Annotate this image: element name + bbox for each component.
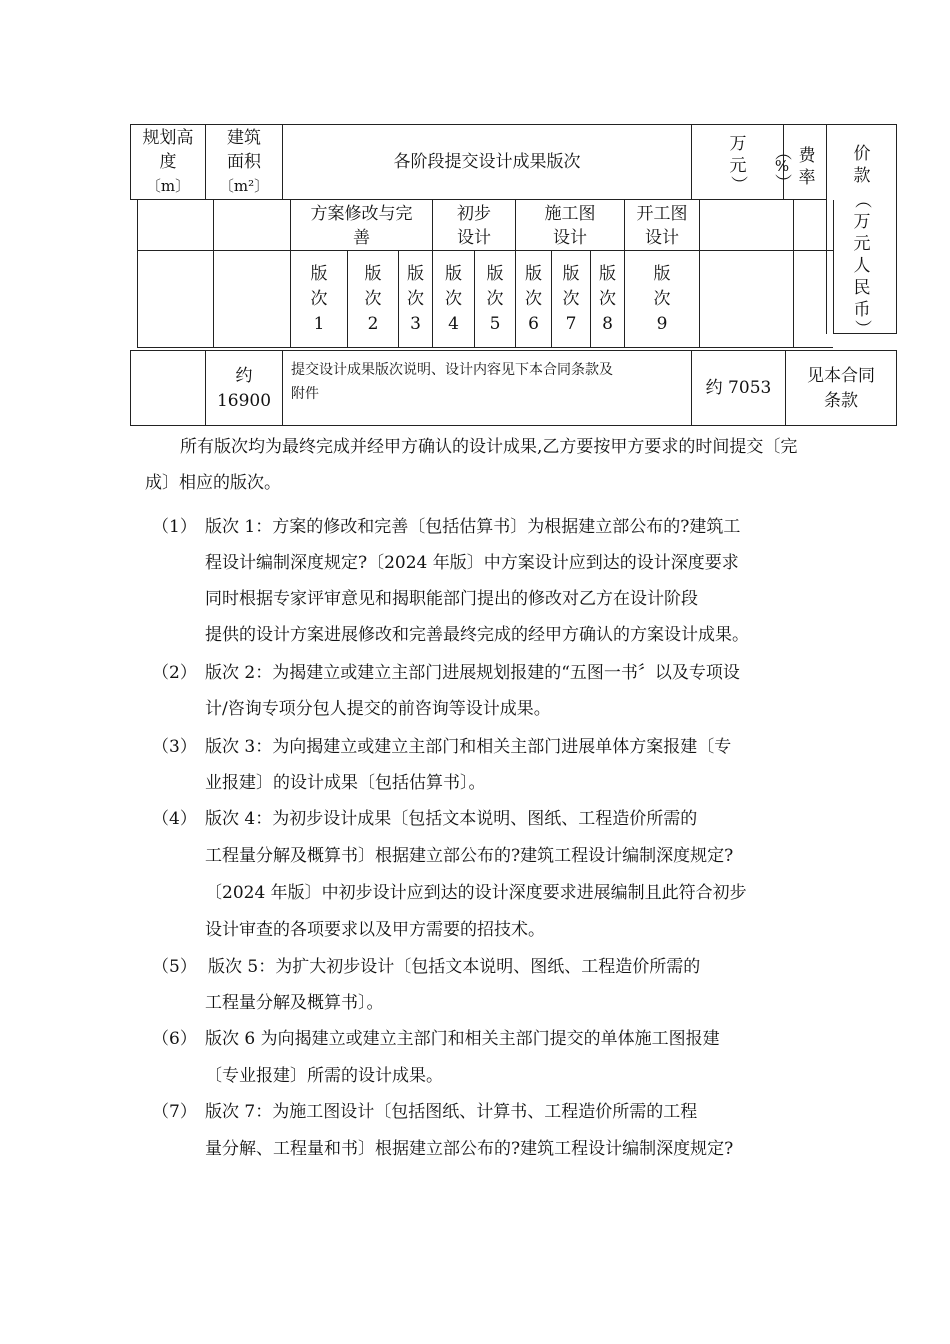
version-number: 5	[489, 314, 501, 334]
item-number: （6）	[152, 1029, 197, 1049]
version-label: 次	[407, 289, 424, 309]
table-border	[282, 350, 283, 426]
header-fee-line2: 率	[798, 168, 816, 188]
header-price-line2: 款	[853, 166, 871, 186]
header-wan-line1: 万	[729, 134, 747, 154]
item-number: （7）	[152, 1102, 197, 1122]
table-border	[137, 200, 138, 348]
item-line: 程设计编制深度规定?〔2024 年版〕中方案设计应到达的设计深度要求	[205, 553, 739, 573]
header-price-line1: 价	[853, 144, 871, 164]
item-line: 设计审查的各项要求以及甲方需要的招技术。	[205, 920, 545, 940]
table-border	[785, 350, 786, 426]
stage-preliminary-line1: 初步	[457, 204, 491, 224]
table-border	[896, 124, 897, 334]
version-number: 4	[448, 314, 459, 334]
table-border	[130, 350, 897, 351]
item-line: 版次 4：为初步设计成果〔包括文本说明、图纸、工程造价所需的	[205, 809, 698, 829]
item-number: （5）	[152, 957, 197, 977]
table-border	[896, 350, 897, 426]
item-line: 计/咨询专项分包人提交的前咨询等设计成果。	[205, 699, 551, 719]
version-number: 6	[528, 314, 539, 334]
header-area-line2: 面积	[227, 152, 261, 172]
table-border	[826, 124, 827, 334]
header-fee-line1: 费	[798, 146, 816, 166]
header-area-line1: 建筑	[227, 128, 261, 148]
item-line: 同时根据专家评审意见和揭职能部门提出的修改对乙方在设计阶段	[205, 589, 698, 609]
header-height-line1: 规划高	[142, 128, 194, 148]
stage-startwork-line1: 开工图	[636, 204, 688, 224]
header-price-line4: 万	[853, 212, 871, 232]
header-pct-line2: %	[774, 157, 790, 175]
header-price-line6: 人	[853, 256, 871, 276]
table-border	[137, 347, 833, 348]
data-note-line2: 附件	[291, 386, 319, 402]
header-phases-title: 各阶段提交设计成果版次	[393, 152, 581, 172]
item-line: 工程量分解及概算书〕。	[205, 993, 384, 1013]
table-border	[793, 200, 794, 348]
version-label: 次	[364, 289, 382, 309]
table-border	[691, 124, 692, 200]
header-wan-line2: 元	[729, 156, 747, 176]
item-line: 版次 3：为向揭建立或建立主部门和相关主部门进展单体方案报建〔专	[205, 737, 732, 757]
data-area-line2: 16900	[216, 391, 272, 411]
version-number: 7	[565, 314, 577, 334]
table-border	[833, 200, 834, 334]
version-label: 次	[486, 289, 504, 309]
version-label: 版	[562, 264, 580, 284]
table-border	[130, 350, 131, 426]
version-number: 1	[313, 314, 325, 334]
version-label: 次	[310, 289, 328, 309]
table-border	[699, 200, 700, 348]
version-number: 9	[656, 314, 668, 334]
version-number: 3	[410, 314, 421, 334]
item-line: 〔2024 年版〕中初步设计应到达的设计深度要求进展编制且此符合初步	[205, 883, 747, 903]
table-border	[130, 425, 897, 426]
stage-startwork-line2: 设计	[645, 228, 679, 248]
item-line: 版次 2：为揭建立或建立主部门进展规划报建的“五图一书〞以及专项设	[205, 663, 740, 683]
header-price-line5: 元	[853, 234, 871, 254]
table-border	[130, 199, 827, 200]
version-label: 版	[599, 264, 616, 284]
item-line: 〔专业报建〕所需的设计成果。	[205, 1066, 443, 1086]
version-label: 版	[364, 264, 382, 284]
version-label: 版	[486, 264, 504, 284]
stage-scheme-line1: 方案修改与完	[310, 204, 413, 224]
data-amount: 约 7053	[705, 378, 772, 398]
stage-construction-line1: 施工图	[544, 204, 596, 224]
version-label: 次	[525, 289, 542, 309]
item-line: 版次 5：为扩大初步设计〔包括文本说明、图纸、工程造价所需的	[208, 957, 701, 977]
header-height-line3: 〔m〕	[145, 177, 191, 195]
header-price-line3: （	[852, 191, 872, 209]
header-price-line9: ）	[852, 319, 872, 337]
item-line: 版次 7：为施工图设计〔包括图纸、计算书、工程造价所需的工程	[205, 1102, 698, 1122]
item-number: （4）	[152, 809, 197, 829]
header-height-line2: 度	[159, 152, 177, 172]
data-area-line1: 约	[235, 366, 253, 386]
version-number: 2	[367, 314, 379, 334]
item-line: 提供的设计方案进展修改和完善最终完成的经甲方确认的方案设计成果。	[205, 625, 749, 645]
item-line: 版次 1：方案的修改和完善〔包括估算书〕为根据建立部公布的?建筑工	[205, 517, 741, 537]
item-number: （2）	[152, 663, 197, 683]
stage-preliminary-line2: 设计	[457, 228, 491, 248]
data-price-line2: 条款	[824, 391, 858, 411]
item-number: （3）	[152, 737, 197, 757]
table-border	[205, 350, 206, 426]
header-wan-line3: ）	[728, 175, 748, 193]
item-line: 工程量分解及概算书〕根据建立部公布的?建筑工程设计编制深度规定?	[205, 846, 734, 866]
header-area-line3: 〔m²〕	[218, 177, 270, 195]
version-label: 版	[407, 264, 424, 284]
version-label: 次	[562, 289, 580, 309]
header-price-line7: 民	[853, 278, 871, 298]
table-border	[137, 250, 833, 251]
version-label: 版	[445, 264, 462, 284]
item-number: （1）	[152, 517, 197, 537]
version-label: 版	[310, 264, 328, 284]
intro-line2: 成〕相应的版次。	[145, 473, 281, 493]
header-price-line8: 币	[853, 300, 871, 320]
version-label: 次	[445, 289, 462, 309]
item-line: 量分解、工程量和书〕根据建立部公布的?建筑工程设计编制深度规定?	[205, 1139, 734, 1159]
header-pct-line3: ）	[772, 173, 792, 191]
item-line: 业报建〕的设计成果〔包括估算书〕。	[205, 773, 486, 793]
version-label: 版	[653, 264, 671, 284]
item-line: 版次 6 为向揭建立或建立主部门和相关主部门提交的单体施工图报建	[205, 1029, 720, 1049]
stage-construction-line2: 设计	[553, 228, 587, 248]
table-border	[130, 124, 897, 125]
table-border	[213, 200, 214, 348]
stage-scheme-line2: 善	[353, 228, 370, 248]
header-pct-line1: （	[772, 143, 792, 161]
data-note-line1: 提交设计成果版次说明、设计内容见下本合同条款及	[291, 362, 613, 378]
version-label: 次	[653, 289, 671, 309]
intro-line1: 所有版次均为最终完成并经甲方确认的设计成果,乙方要按甲方要求的时间提交〔完	[180, 437, 798, 457]
version-label: 次	[599, 289, 616, 309]
data-price-line1: 见本合同	[807, 366, 875, 386]
version-number: 8	[602, 314, 613, 334]
version-label: 版	[525, 264, 542, 284]
